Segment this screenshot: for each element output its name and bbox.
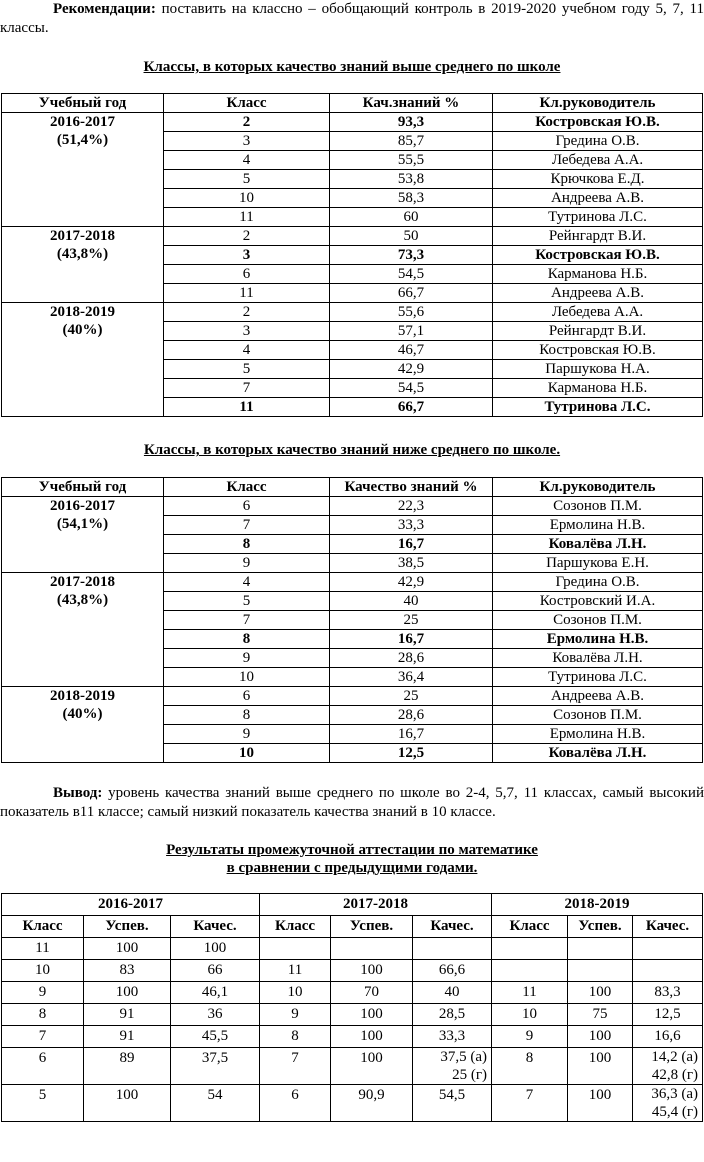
- table-row: [2, 227, 703, 246]
- math-subheader: Класс: [2, 916, 84, 938]
- math-year-2: 2017-2018: [260, 894, 492, 916]
- math-cell: 91: [84, 1004, 171, 1026]
- teacher-cell: Паршукова Н.А.: [493, 360, 703, 379]
- math-cell: 100: [568, 982, 633, 1004]
- quality-cell: 40: [330, 592, 493, 611]
- teacher-cell: Андреева А.В.: [493, 189, 703, 208]
- math-cell: 54: [171, 1085, 260, 1122]
- math-row: [2, 1004, 703, 1026]
- table-above-average: [1, 93, 703, 417]
- teacher-cell: Костровская Ю.В.: [493, 341, 703, 360]
- math-cell: 16,6: [633, 1026, 703, 1048]
- header-quality: Кач.знаний %: [330, 94, 493, 113]
- teacher-cell: Ковалёва Л.Н.: [493, 744, 703, 763]
- math-cell: 6: [2, 1048, 84, 1085]
- quality-cell: 25: [330, 687, 493, 706]
- year-percent: (40%): [62, 322, 103, 338]
- conclusion-paragraph: [0, 784, 704, 822]
- class-cell: 3: [164, 132, 330, 151]
- teacher-cell: Рейнгардт В.И.: [493, 322, 703, 341]
- year-percent: (40%): [62, 706, 103, 722]
- quality-cell: 54,5: [330, 265, 493, 284]
- quality-cell: 57,1: [330, 322, 493, 341]
- year-percent: (43,8%): [56, 592, 109, 608]
- teacher-cell: Созонов П.М.: [493, 611, 703, 630]
- math-cell: 100: [331, 1026, 413, 1048]
- class-cell: 10: [164, 668, 330, 687]
- quality-cell: 53,8: [330, 170, 493, 189]
- math-cell: 54,5: [413, 1085, 492, 1122]
- class-cell: 9: [164, 649, 330, 668]
- math-cell: [568, 960, 633, 982]
- table-below-title: Классы, в которых качество знаний ниже среднего по школе.: [143, 442, 561, 458]
- math-cell: 75: [568, 1004, 633, 1026]
- math-row: [2, 938, 703, 960]
- quality-cell: 42,9: [330, 573, 493, 592]
- math-cell: 100: [171, 938, 260, 960]
- header-quality: Качество знаний %: [330, 478, 493, 497]
- table-header-row: [2, 94, 703, 113]
- class-cell: 2: [164, 227, 330, 246]
- table-row: [2, 497, 703, 516]
- math-cell: 100: [568, 1085, 633, 1122]
- table-row: [2, 303, 703, 322]
- class-cell: 4: [164, 151, 330, 170]
- math-cell: 6: [260, 1085, 331, 1122]
- recommendation-paragraph: [0, 0, 704, 38]
- math-cell: 100: [84, 982, 171, 1004]
- table-row: [2, 687, 703, 706]
- math-year-1: 2016-2017: [2, 894, 260, 916]
- class-cell: 8: [164, 706, 330, 725]
- quality-cell: 25: [330, 611, 493, 630]
- math-cell: 7: [2, 1026, 84, 1048]
- math-cell: [568, 938, 633, 960]
- header-year: Учебный год: [2, 94, 164, 113]
- math-cell: 8: [260, 1026, 331, 1048]
- math-cell: 100: [568, 1048, 633, 1085]
- class-cell: 6: [164, 687, 330, 706]
- quality-cell: 42,9: [330, 360, 493, 379]
- math-cell: [492, 938, 568, 960]
- math-cell: 10: [2, 960, 84, 982]
- math-row: [2, 982, 703, 1004]
- teacher-cell: Тутринова Л.С.: [493, 668, 703, 687]
- math-cell: 36: [171, 1004, 260, 1026]
- math-subheader: Класс: [260, 916, 331, 938]
- math-cell: 36,3 (а) 45,4 (г): [633, 1085, 703, 1122]
- math-cell: 7: [260, 1048, 331, 1085]
- header-teacher: Кл.руководитель: [493, 94, 703, 113]
- math-cell: [492, 960, 568, 982]
- math-cell: 37,5: [171, 1048, 260, 1085]
- quality-cell: 85,7: [330, 132, 493, 151]
- teacher-cell: Гредина О.В.: [493, 132, 703, 151]
- math-cell: 46,1: [171, 982, 260, 1004]
- math-cell: 9: [492, 1026, 568, 1048]
- quality-cell: 55,5: [330, 151, 493, 170]
- year-label: 2016-2017: [50, 114, 115, 130]
- recommendation-text: поставить на классно – обобщающий контроль в 2019-2020 учебном году 5, 7, 11 классы.: [0, 1, 704, 36]
- math-cell: 66: [171, 960, 260, 982]
- table-row: [2, 113, 703, 132]
- math-cell: 9: [260, 1004, 331, 1026]
- quality-cell: 73,3: [330, 246, 493, 265]
- math-cell: 10: [492, 1004, 568, 1026]
- math-year-3: 2018-2019: [492, 894, 703, 916]
- year-label: 2016-2017: [50, 498, 115, 514]
- class-cell: 5: [164, 592, 330, 611]
- class-cell: 5: [164, 360, 330, 379]
- math-cell: 66,6: [413, 960, 492, 982]
- class-cell: 10: [164, 744, 330, 763]
- class-cell: 7: [164, 516, 330, 535]
- quality-cell: 66,7: [330, 398, 493, 417]
- math-cell: 89: [84, 1048, 171, 1085]
- quality-cell: 58,3: [330, 189, 493, 208]
- class-cell: 6: [164, 265, 330, 284]
- class-cell: 7: [164, 611, 330, 630]
- class-cell: 10: [164, 189, 330, 208]
- class-cell: 7: [164, 379, 330, 398]
- year-percent: (54,1%): [56, 516, 109, 532]
- quality-cell: 16,7: [330, 535, 493, 554]
- header-teacher: Кл.руководитель: [493, 478, 703, 497]
- math-cell: 91: [84, 1026, 171, 1048]
- year-cell: [2, 227, 164, 303]
- quality-cell: 36,4: [330, 668, 493, 687]
- year-cell: [2, 113, 164, 227]
- math-cell: 10: [260, 982, 331, 1004]
- class-cell: 9: [164, 554, 330, 573]
- quality-cell: 16,7: [330, 725, 493, 744]
- math-cell: 83: [84, 960, 171, 982]
- teacher-cell: Карманова Н.Б.: [493, 379, 703, 398]
- class-cell: 11: [164, 284, 330, 303]
- year-percent: (51,4%): [56, 132, 109, 148]
- math-cell: 37,5 (а) 25 (г): [413, 1048, 492, 1085]
- quality-cell: 28,6: [330, 649, 493, 668]
- math-years-row: [2, 894, 703, 916]
- teacher-cell: Костровский И.А.: [493, 592, 703, 611]
- math-cell: 100: [331, 1004, 413, 1026]
- teacher-cell: Андреева А.В.: [493, 284, 703, 303]
- quality-cell: 60: [330, 208, 493, 227]
- math-cell: [260, 938, 331, 960]
- quality-cell: 66,7: [330, 284, 493, 303]
- math-row: [2, 1026, 703, 1048]
- math-cell: 45,5: [171, 1026, 260, 1048]
- conclusion-text: уровень качества знаний выше среднего по школе во 2-4, 5,7, 11 классах, самый высокий показатель в11 классе; самый низкий показатель качества знаний в 10 классе.: [0, 785, 704, 820]
- math-cell: 70: [331, 982, 413, 1004]
- teacher-cell: Крючкова Е.Д.: [493, 170, 703, 189]
- header-year: Учебный год: [2, 478, 164, 497]
- math-cell: 100: [331, 960, 413, 982]
- quality-cell: 93,3: [330, 113, 493, 132]
- class-cell: 4: [164, 341, 330, 360]
- teacher-cell: Ковалёва Л.Н.: [493, 649, 703, 668]
- math-row: [2, 1048, 703, 1085]
- teacher-cell: Тутринова Л.С.: [493, 208, 703, 227]
- math-title-line1: Результаты промежуточной аттестации по математике: [166, 842, 538, 858]
- header-class: Класс: [164, 478, 330, 497]
- math-subheader: Успев.: [331, 916, 413, 938]
- quality-cell: 38,5: [330, 554, 493, 573]
- table-above-title: Классы, в которых качество знаний выше среднего по школе: [143, 59, 561, 75]
- quality-cell: 28,6: [330, 706, 493, 725]
- teacher-cell: Рейнгардт В.И.: [493, 227, 703, 246]
- math-cell: [413, 938, 492, 960]
- math-cell: 7: [492, 1085, 568, 1122]
- math-cell: [633, 960, 703, 982]
- teacher-cell: Лебедева А.А.: [493, 303, 703, 322]
- teacher-cell: Созонов П.М.: [493, 706, 703, 725]
- quality-cell: 12,5: [330, 744, 493, 763]
- math-cell: 8: [492, 1048, 568, 1085]
- math-cell: 11: [492, 982, 568, 1004]
- math-cell: 33,3: [413, 1026, 492, 1048]
- year-cell: [2, 573, 164, 687]
- class-cell: 8: [164, 630, 330, 649]
- quality-cell: 33,3: [330, 516, 493, 535]
- teacher-cell: Созонов П.М.: [493, 497, 703, 516]
- math-results-table: [1, 893, 703, 1122]
- year-cell: [2, 303, 164, 417]
- math-cell: 83,3: [633, 982, 703, 1004]
- quality-cell: 16,7: [330, 630, 493, 649]
- math-subheader: Качес.: [171, 916, 260, 938]
- year-label: 2017-2018: [50, 228, 115, 244]
- class-cell: 3: [164, 246, 330, 265]
- math-cell: 40: [413, 982, 492, 1004]
- class-cell: 6: [164, 497, 330, 516]
- math-subheader: Качес.: [413, 916, 492, 938]
- teacher-cell: Паршукова Е.Н.: [493, 554, 703, 573]
- math-cell: 100: [331, 1048, 413, 1085]
- math-cell: 100: [84, 938, 171, 960]
- math-cell: 11: [2, 938, 84, 960]
- teacher-cell: Тутринова Л.С.: [493, 398, 703, 417]
- year-label: 2018-2019: [50, 688, 115, 704]
- conclusion-label: Вывод:: [53, 785, 103, 801]
- table-header-row: [2, 478, 703, 497]
- year-cell: [2, 687, 164, 763]
- quality-cell: 50: [330, 227, 493, 246]
- math-cell: 9: [2, 982, 84, 1004]
- math-cell: 100: [568, 1026, 633, 1048]
- quality-cell: 22,3: [330, 497, 493, 516]
- math-cell: 11: [260, 960, 331, 982]
- teacher-cell: Костровская Ю.В.: [493, 246, 703, 265]
- math-cell: 28,5: [413, 1004, 492, 1026]
- recommendation-label: Рекомендации:: [53, 1, 156, 17]
- header-class: Класс: [164, 94, 330, 113]
- quality-cell: 54,5: [330, 379, 493, 398]
- teacher-cell: Карманова Н.Б.: [493, 265, 703, 284]
- class-cell: 3: [164, 322, 330, 341]
- quality-cell: 46,7: [330, 341, 493, 360]
- math-subheader: Качес.: [633, 916, 703, 938]
- year-percent: (43,8%): [56, 246, 109, 262]
- table-below-average: [1, 477, 703, 763]
- math-cell: [331, 938, 413, 960]
- table-row: [2, 573, 703, 592]
- math-subheader: Успев.: [568, 916, 633, 938]
- teacher-cell: Гредина О.В.: [493, 573, 703, 592]
- teacher-cell: Лебедева А.А.: [493, 151, 703, 170]
- year-label: 2017-2018: [50, 574, 115, 590]
- math-cell: [633, 938, 703, 960]
- class-cell: 2: [164, 303, 330, 322]
- teacher-cell: Андреева А.В.: [493, 687, 703, 706]
- class-cell: 11: [164, 208, 330, 227]
- class-cell: 11: [164, 398, 330, 417]
- quality-cell: 55,6: [330, 303, 493, 322]
- teacher-cell: Ермолина Н.В.: [493, 725, 703, 744]
- year-label: 2018-2019: [50, 304, 115, 320]
- math-subheader: Успев.: [84, 916, 171, 938]
- math-subheader: Класс: [492, 916, 568, 938]
- math-cell: 14,2 (а) 42,8 (г): [633, 1048, 703, 1085]
- math-row: [2, 1085, 703, 1122]
- class-cell: 5: [164, 170, 330, 189]
- math-cell: 12,5: [633, 1004, 703, 1026]
- math-cell: 5: [2, 1085, 84, 1122]
- class-cell: 4: [164, 573, 330, 592]
- class-cell: 9: [164, 725, 330, 744]
- teacher-cell: Ермолина Н.В.: [493, 630, 703, 649]
- math-subheader-row: [2, 916, 703, 938]
- math-cell: 100: [84, 1085, 171, 1122]
- math-title-line2: в сравнении с предыдущими годами.: [226, 860, 478, 876]
- class-cell: 8: [164, 535, 330, 554]
- math-cell: 90,9: [331, 1085, 413, 1122]
- math-row: [2, 960, 703, 982]
- teacher-cell: Ковалёва Л.Н.: [493, 535, 703, 554]
- math-cell: 8: [2, 1004, 84, 1026]
- teacher-cell: Костровская Ю.В.: [493, 113, 703, 132]
- year-cell: [2, 497, 164, 573]
- class-cell: 2: [164, 113, 330, 132]
- teacher-cell: Ермолина Н.В.: [493, 516, 703, 535]
